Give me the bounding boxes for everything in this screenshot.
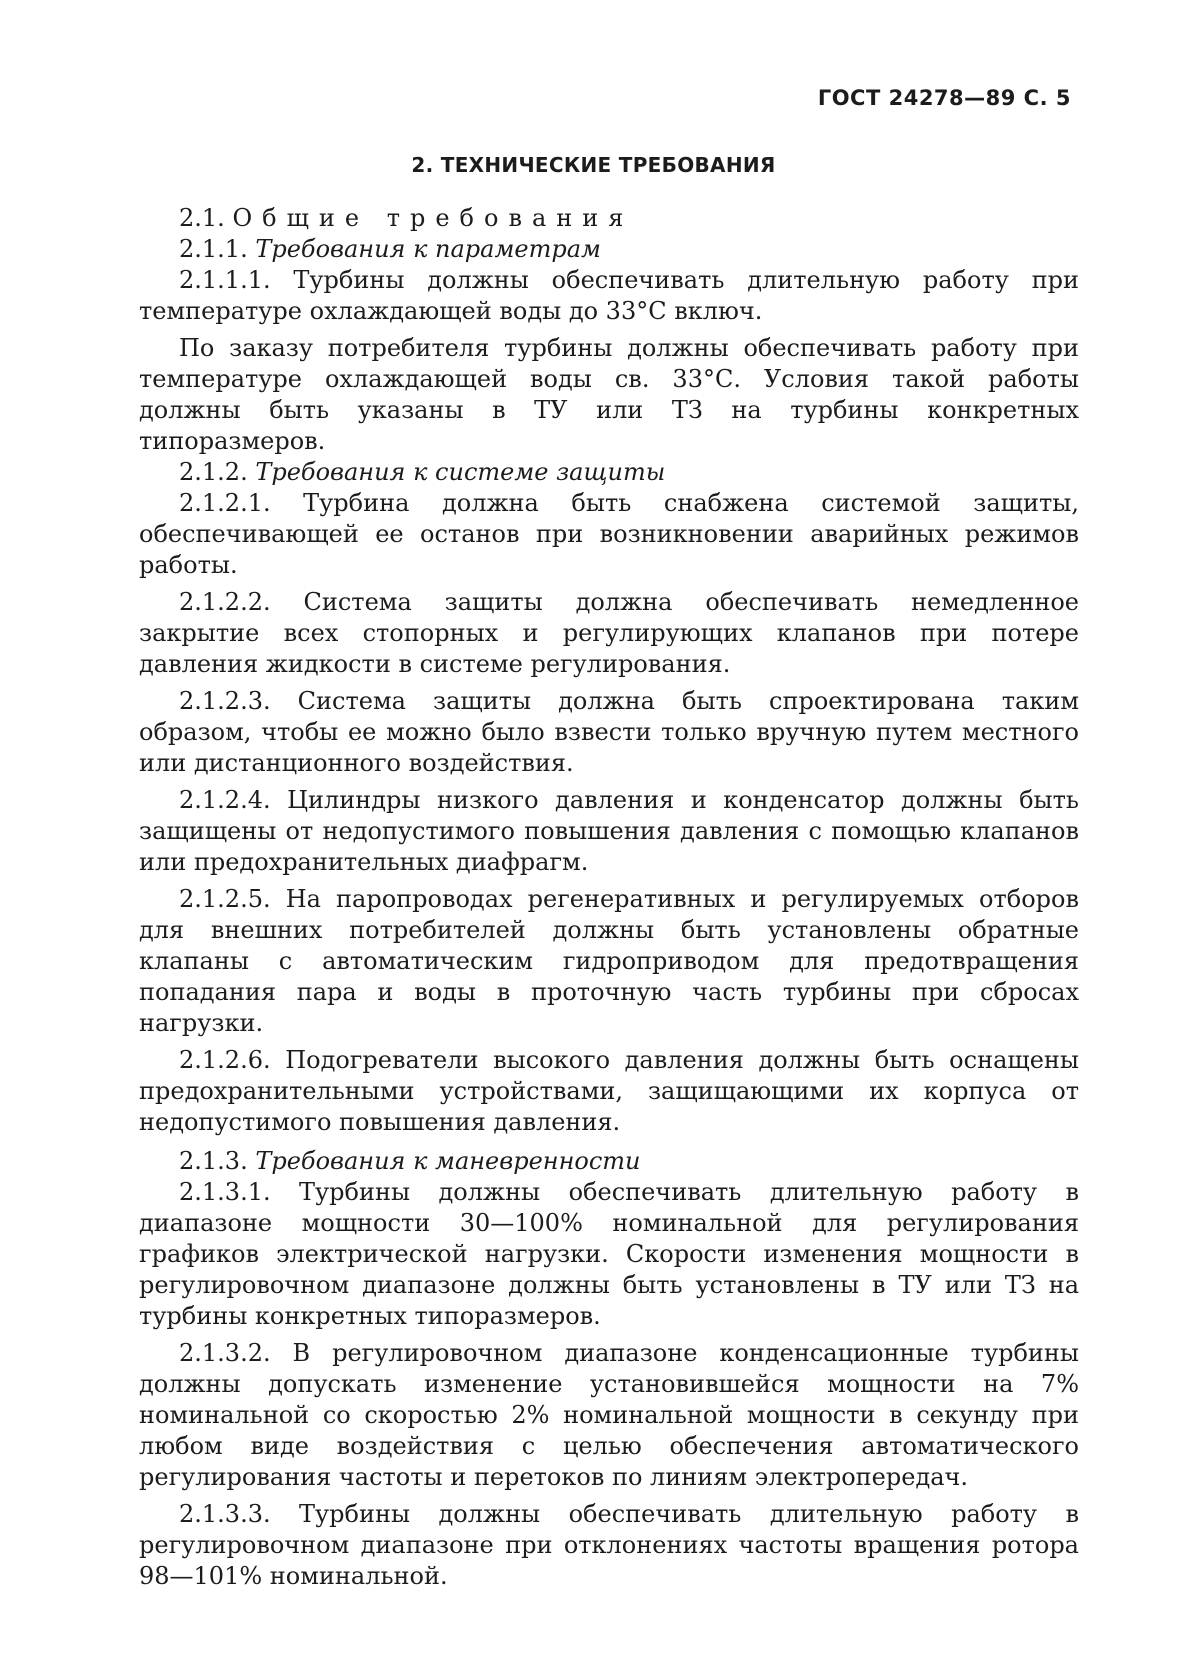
heading-2-1-2	[139, 457, 1079, 488]
heading-number: 2.1.1.	[179, 235, 248, 263]
heading-text: Требования к маневренности	[255, 1147, 641, 1175]
heading-number: 2.1.	[179, 204, 225, 232]
heading-2-1-3	[139, 1146, 1079, 1177]
heading-2-1-1	[139, 234, 1079, 265]
heading-text: Требования к параметрам	[255, 235, 601, 263]
heading-2-1	[139, 203, 1079, 234]
heading-text: Общие требования	[232, 204, 634, 232]
paragraph-2-1-1-1: 2.1.1.1. Турбины должны обеспечивать длительную работу при температуре охлаждающей воды до 33°С включ.	[139, 266, 1079, 325]
body-text	[139, 203, 1079, 1592]
paragraph-2-1-2-3: 2.1.2.3. Система защиты должна быть спроектирована таким образом, чтобы ее можно было взвести только вручную путем местного или дистанционного воздействия.	[139, 687, 1079, 777]
heading-number: 2.1.3.	[179, 1147, 248, 1175]
section-title: 2. ТЕХНИЧЕСКИЕ ТРЕБОВАНИЯ	[411, 153, 776, 177]
paragraph-2-1-2-5: 2.1.2.5. На паропроводах регенеративных и регулируемых отборов для внешних потребителей должны быть установлены обратные клапаны с автоматическим гидроприводом для предотвращения попадания пара и воды в проточную часть турбины при сбросах нагрузки.	[139, 885, 1079, 1037]
running-head: ГОСТ 24278—89 С. 5	[817, 86, 1071, 110]
paragraph-2-1-3-2: 2.1.3.2. В регулировочном диапазоне конденсационные турбины должны допускать изменение установившейся мощности на 7% номинальной со скоростью 2% номинальной мощности в секунду при любом виде воздействия с целью обеспечения автоматического регулирования частоты и перетоков по линиям электропередач.	[139, 1339, 1079, 1491]
paragraph-2-1-2-4: 2.1.2.4. Цилиндры низкого давления и конденсатор должны быть защищены от недопустимого повышения давления с помощью клапанов или предохранительных диафрагм.	[139, 786, 1079, 876]
paragraph-2-1-2-1: 2.1.2.1. Турбина должна быть снабжена системой защиты, обеспечивающей ее останов при возникновении аварийных режимов работы.	[139, 489, 1079, 579]
paragraph-2-1-3-1: 2.1.3.1. Турбины должны обеспечивать длительную работу в диапазоне мощности 30—100% номинальной для регулирования графиков электрической нагрузки. Скорости изменения мощности в регулировочном диапазоне должны быть установлены в ТУ или ТЗ на турбины конкретных типоразмеров.	[139, 1178, 1079, 1330]
heading-number: 2.1.2.	[179, 458, 248, 486]
paragraph-2-1-2-6: 2.1.2.6. Подогреватели высокого давления должны быть оснащены предохранительными устройствами, защищающими их корпуса от недопустимого повышения давления.	[139, 1046, 1079, 1136]
paragraph-2-1-2-2: 2.1.2.2. Система защиты должна обеспечивать немедленное закрытие всех стопорных и регулирующих клапанов при потере давления жидкости в системе регулирования.	[139, 588, 1079, 678]
paragraph-2-1-1-1-order: По заказу потребителя турбины должны обеспечивать работу при температуре охлаждающей воды св. 33°С. Условия такой работы должны быть указаны в ТУ или ТЗ на турбины конкретных типоразмеров.	[139, 334, 1079, 455]
heading-text: Требования к системе защиты	[255, 458, 666, 486]
paragraph-2-1-3-3: 2.1.3.3. Турбины должны обеспечивать длительную работу в регулировочном диапазоне при отклонениях частоты вращения ротора 98—101% номинальной.	[139, 1500, 1079, 1590]
